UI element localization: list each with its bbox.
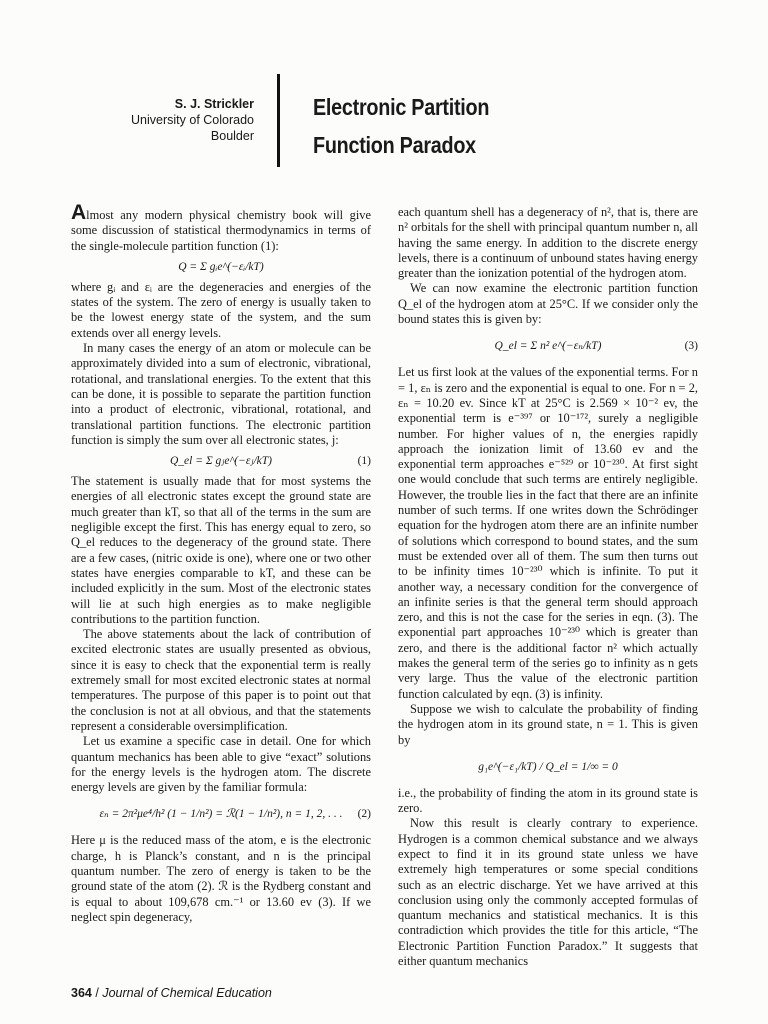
affiliation-university: University of Colorado bbox=[131, 113, 254, 127]
right-column bbox=[398, 205, 698, 969]
paragraph: The statement is usually made that for most systems the energies of all electronic states except the ground state are much greater than kT, so that all of the terms in the sum are negligible except the first. This has energy equal to zero, so Q_el reduces to the degeneracy of the ground state. There are a few cases, (nitric oxide is one), where one or two other states have energies comparable to kT, and these can be included explicitly in the sum. Most of the electronic states will lie at such high energies as to make negligible contributions to the partition function. bbox=[71, 474, 371, 626]
paragraph: i.e., the probability of finding the atom in its ground state is zero. bbox=[398, 785, 698, 816]
title-divider-rule bbox=[277, 74, 280, 167]
paragraph: Almost any modern physical chemistry book will give some discussion of statistical thermodynamics in terms of the single-molecule partition function (1): bbox=[71, 201, 371, 253]
footer-separator: / bbox=[95, 986, 99, 1000]
left-column bbox=[71, 201, 371, 925]
equation-1: Q_el = Σ gⱼe^(−εⱼ/kT) (1) bbox=[169, 455, 371, 468]
equation-number: (3) bbox=[684, 340, 698, 353]
page-number: 364 bbox=[71, 986, 92, 1000]
affiliation-city: Boulder bbox=[210, 129, 254, 143]
paragraph: where gᵢ and εᵢ are the degeneracies and energies of the states of the system. The zero of energy is usually taken to be the lowest energy state of the system, and the sum extends over all energy levels. bbox=[71, 279, 371, 340]
paragraph: The above statements about the lack of contribution of excited electronic states are usually presented as obvious, since it is easy to check that the exponential term is really extremely small for most excited electronic states at normal temperatures. The purpose of this paper is to point out that the conclusion is not at all obvious, and that the statements represent a considerable oversimplification. bbox=[71, 627, 371, 733]
equation-number: (1) bbox=[357, 455, 371, 468]
author-name: S. J. Strickler bbox=[174, 97, 254, 111]
journal-name: Journal of Chemical Education bbox=[102, 986, 272, 1000]
article-title bbox=[313, 88, 571, 164]
paragraph: each quantum shell has a degeneracy of n², that is, there are n² orbitals for the shell with principal quantum number n, all having the same energy. In addition to the discrete energy levels, there is a continuum of unbound states having energy greater than the ionization potential of the hydrogen atom. bbox=[398, 205, 698, 281]
equation-q-general: Q = Σ gᵢe^(−εᵢ/kT) bbox=[178, 260, 264, 273]
title-line-2: Function Paradox bbox=[313, 132, 476, 158]
equation-3: Q_el = Σ n² e^(−εₙ/kT) (3) bbox=[398, 332, 698, 360]
page-footer bbox=[71, 986, 272, 1000]
drop-cap: A bbox=[71, 201, 87, 224]
equation-2: εₙ = 2π²μe⁴/h² (1 − 1/n²) = ℛ(1 − 1/n²), n = 1, 2, . . . (2) bbox=[71, 800, 371, 828]
paragraph: Let us first look at the values of the exponential terms. For n = 1, εₙ is zero and the exponential is equal to one. For n = 2, εₙ = 10.20 ev. Since kT at 25°C is 2.569 × 10⁻² ev, the exponential term is e⁻³⁹⁷ or 10⁻¹⁷², surely a negligible number. For higher values of n, the energies rapidly approach the ionization limit of 13.60 ev and the exponential term approaches e⁻⁵²⁹ or 10⁻²³⁰. At first sight one would conclude that such terms are entirely negligible. However, the trouble lies in the fact that there are an infinite number of such terms. If one writes down the Schrödinger equation for the hydrogen atom there are an infinite number of solutions which correspond to bound states, and the sum must be extended over all of them. The sum then turns out to be infinity times 10⁻²³⁰ which is infinite. To put it another way, a necessary condition for the convergence of an infinite series is that the general term should approach zero, and this is not the case for the series in eqn. (3). The exponential part approaches 10⁻²³⁰ which is greater than zero, and there is the additional factor n² which actually makes the general term of the series go to infinity as n gets very large. Thus the value of the electronic partition function calculated by eqn. (3) is infinity. bbox=[398, 365, 698, 701]
paragraph: We can now examine the electronic partition function Q_el of the hydrogen atom at 25°C. If we consider only the bound states this is given by: bbox=[398, 281, 698, 327]
author-block bbox=[130, 96, 254, 144]
equation-number: (2) bbox=[357, 808, 371, 821]
paragraph: Suppose we wish to calculate the probability of finding the hydrogen atom in its ground state, n = 1. This is given by bbox=[398, 701, 698, 747]
paragraph: Let us examine a specific case in detail. One for which quantum mechanics has been able to give “exact” solutions for the energy levels is the hydrogen atom. The discrete energy levels are given by the familiar formula: bbox=[71, 734, 371, 795]
paragraph: In many cases the energy of an atom or molecule can be approximately divided into a sum of electronic, vibrational, rotational, and translational energies. To the extent that this can be done, it is possible to separate the partition function into a product of electronic, vibrational, rotational, and translational partition functions. The electronic partition function is simply the sum over all electronic states, j: bbox=[71, 341, 371, 447]
paragraph: Here μ is the reduced mass of the atom, e is the electronic charge, h is Planck’s constant, and n is the principal quantum number. The zero of energy is taken to be the ground state of the atom (2). ℛ is the Rydberg constant and is equal to about 109,678 cm.⁻¹ or 13.60 ev (3). If we neglect spin degeneracy, bbox=[71, 833, 371, 924]
equation-probability: g₁e^(−ε₁/kT) / Q_el = 1/∞ = 0 bbox=[478, 760, 618, 773]
title-line-1: Electronic Partition bbox=[313, 94, 490, 120]
paragraph: Now this result is clearly contrary to experience. Hydrogen is a common chemical substance and we always expect to find it in its ground state unless we have extremely high temperatures or some special conditions such as an electric discharge. Yet we have arrived at this conclusion using only the commonly accepted formulas of quantum mechanics and statistical mechanics. It is this contradiction which provides the title for this article, “The Electronic Partition Function Paradox.” It suggests that either quantum mechanics bbox=[398, 816, 698, 969]
